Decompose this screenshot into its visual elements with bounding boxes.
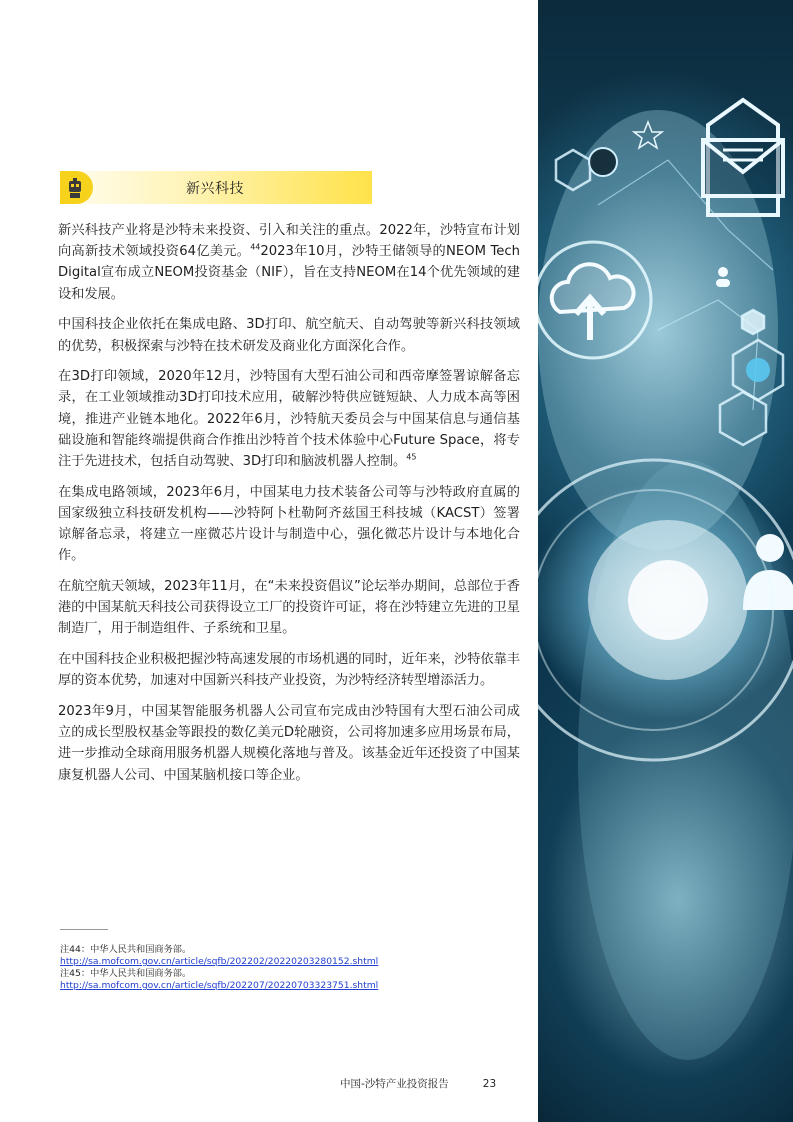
paragraph: 中国科技企业依托在集成电路、3D打印、航空航天、自动驾驶等新兴科技领域的优势，积极探索与沙特在技术研发及商业化方面深化合作。 bbox=[58, 317, 520, 354]
footnote-label: 注45：中华人民共和国商务部。 bbox=[60, 968, 192, 979]
footnote-divider bbox=[60, 929, 108, 930]
section-heading-badge bbox=[60, 171, 93, 204]
page-footer bbox=[340, 1076, 496, 1091]
paragraph bbox=[58, 220, 520, 305]
footnote-label: 注44：中华人民共和国商务部。 bbox=[60, 944, 192, 955]
hero-robot-image bbox=[538, 0, 793, 1122]
robot-head-icon bbox=[60, 171, 93, 204]
report-title: 中国-沙特产业投资报告 bbox=[340, 1078, 449, 1090]
hero-graphics bbox=[538, 0, 793, 1122]
footnotes bbox=[60, 944, 530, 992]
article-body bbox=[58, 220, 520, 795]
paragraph: 在中国科技企业积极把握沙特高速发展的市场机遇的同时，近年来，沙特依靠丰厚的资本优势，加速对中国新兴科技产业投资，为沙特经济转型增添活力。 bbox=[58, 652, 520, 689]
paragraph-text: 在3D打印领域，2020年12月，沙特国有大型石油公司和西帝摩签署谅解备忘录，在工业领域推动3D打印技术应用，破解沙特供应链短缺、人力成本高等困境，推进产业链本地化。2022年6月，沙特航天委员会与中国某信息与通信基础设施和智能终端提供商合作推出沙特首个技术体验中心Future Space，将专注于先进技术，包括自动驾驶、3D打印和脑波机器人控制。 bbox=[58, 369, 520, 470]
page-number: 23 bbox=[482, 1078, 497, 1090]
paragraph bbox=[58, 366, 520, 472]
paragraph: 2023年9月，中国某智能服务机器人公司宣布完成由沙特国有大型石油公司成立的成长型股权基金等跟投的数亿美元D轮融资，公司将加速多应用场景布局，进一步推动全球商用服务机器人规模化落地与普及。该基金近年还投资了中国某康复机器人公司、中国某脑机接口等企业。 bbox=[58, 704, 520, 783]
paragraph: 在集成电路领域，2023年6月，中国某电力技术装备公司等与沙特政府直属的国家级独立科技研发机构——沙特阿卜杜勒阿齐兹国王科技城（KACST）签署谅解备忘录，将建立一座微芯片设计与制造中心，强化微芯片设计与本地化合作。 bbox=[58, 484, 520, 564]
section-title: 新兴科技 bbox=[186, 181, 244, 197]
email-icon bbox=[703, 100, 783, 215]
footnote-link[interactable]: http://sa.mofcom.gov.cn/article/sqfb/202207/20220703323751.shtml bbox=[60, 980, 379, 991]
footnote-ref: 45 bbox=[406, 452, 417, 462]
paragraph-text: 2023年10月，沙特王储领导的NEOM Tech Digital宣布成立NEOM投资基金（NIF），旨在支持NEOM在14个优先领域的建设和发展。 bbox=[58, 244, 520, 302]
footnote-link[interactable]: http://sa.mofcom.gov.cn/article/sqfb/202202/20220203280152.shtml bbox=[60, 956, 379, 967]
footnote-ref: 44 bbox=[250, 242, 261, 252]
paragraph: 在航空航天领域，2023年11月，在“未来投资倡议”论坛举办期间，总部位于香港的中国某航天科技公司获得设立工厂的投资许可证，将在沙特建立先进的卫星制造厂，用于制造组件、子系统和卫星。 bbox=[58, 579, 520, 637]
paragraph-text: 新兴科技产业将是沙特未来投资、引入和关注的重点。2022年，沙特宣布计划向高新技术领域投资64亿美元。 bbox=[58, 223, 520, 260]
